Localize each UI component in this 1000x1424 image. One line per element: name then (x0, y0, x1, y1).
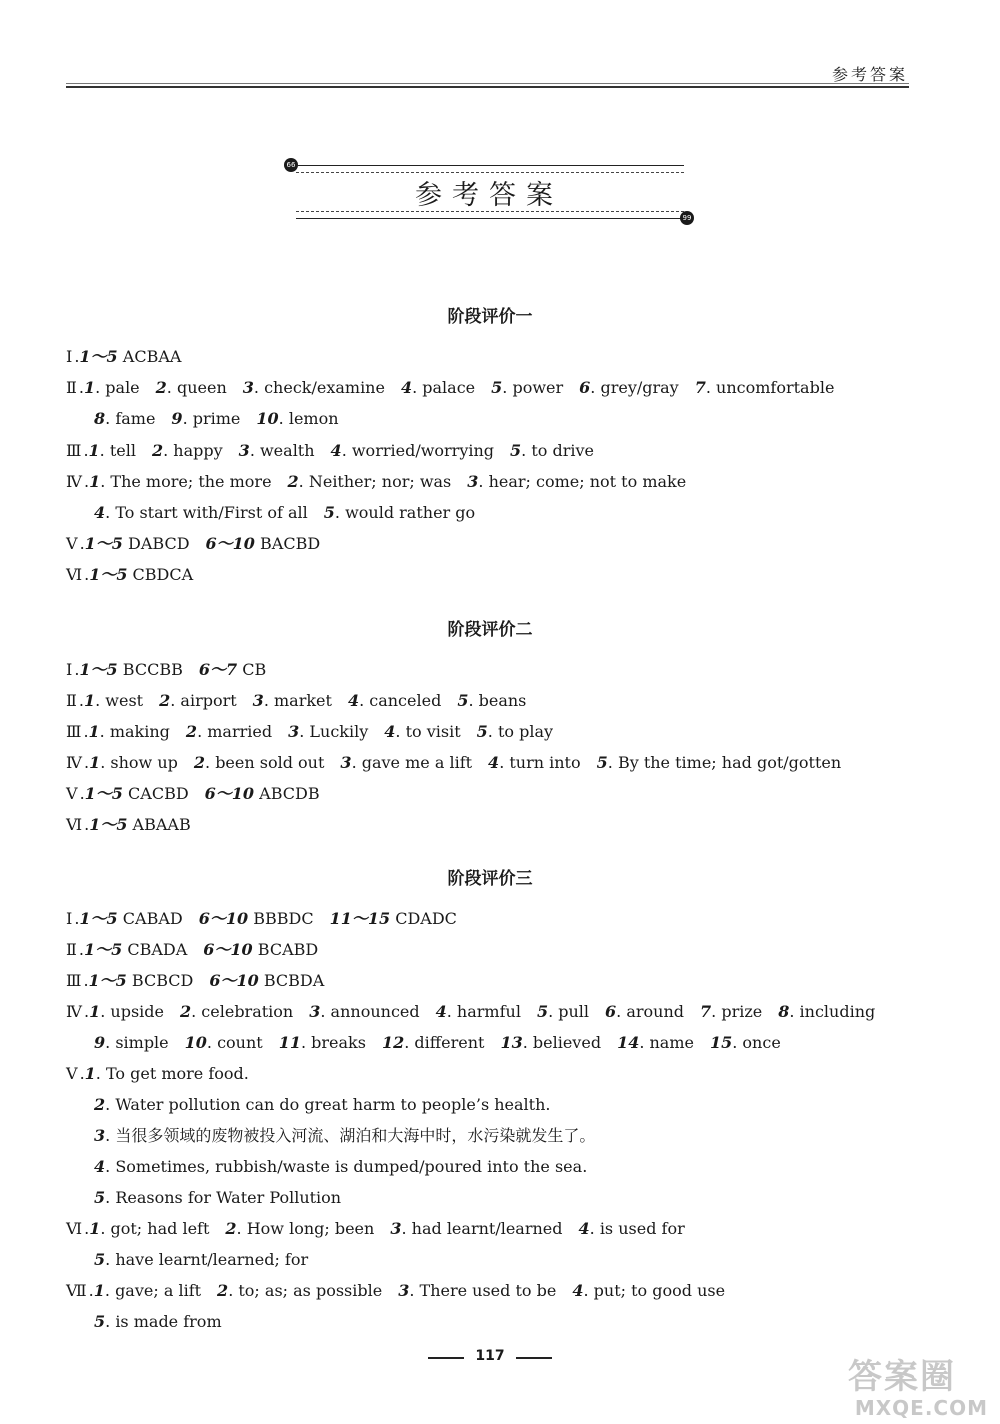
item-number: 3 (309, 1002, 321, 1021)
answer-line: Ⅵ .1. got; had left 2. How long; been 3. had learnt/learned 4. is used for (66, 1219, 685, 1238)
item-number: 6～10 (198, 909, 249, 928)
answer-line: 4. Sometimes, rubbish/waste is dumped/poured into the sea. (94, 1157, 588, 1176)
answer-text: Reasons for Water Pollution (115, 1188, 342, 1207)
answer-line: Ⅶ .1. gave; a lift 2. to; as; as possible 3. There used to be 4. put; to good use (66, 1281, 726, 1300)
item-number: 6 (579, 378, 591, 397)
answer-text: There used to be (419, 1281, 557, 1300)
item-number: 5 (596, 753, 608, 772)
question-numeral: Ⅱ (66, 378, 77, 397)
answer-text: tell (109, 441, 136, 460)
answer-text: BCCBB (117, 660, 183, 679)
question-numeral: Ⅲ (66, 722, 82, 741)
item-number: 1～5 (88, 971, 127, 990)
answer-text: to; as; as possible (238, 1281, 383, 1300)
item-number: 4 (572, 1281, 584, 1300)
answer-line: 8. fame 9. prime 10. lemon (94, 409, 339, 428)
answer-text: Sometimes, rubbish/waste is dumped/poured into the sea. (115, 1157, 588, 1176)
answer-line: 4. To start with/First of all 5. would rather go (94, 503, 476, 522)
answer-text: 当很多领域的废物被投入河流、湖泊和大海中时，水污染就发生了。 (115, 1126, 596, 1145)
item-number: 5 (323, 503, 335, 522)
item-number: 5 (510, 441, 522, 460)
item-number: 9 (171, 409, 183, 428)
answer-text: different (414, 1033, 485, 1052)
answer-text: west (105, 691, 144, 710)
item-number: 1 (84, 1064, 96, 1083)
question-numeral: Ⅲ (66, 971, 82, 990)
answer-line: Ⅵ .1～5 CBDCA (66, 565, 194, 584)
answer-text: canceled (369, 691, 442, 710)
answer-text: including (799, 1002, 876, 1021)
answer-text: hear; come; not to make (488, 472, 687, 491)
item-number: 1～5 (89, 565, 128, 584)
item-number: 1 (89, 1002, 101, 1021)
item-number: 2 (159, 691, 171, 710)
item-number: 4 (578, 1219, 590, 1238)
item-number: 5 (491, 378, 503, 397)
item-number: 4 (94, 1157, 106, 1176)
answer-line: Ⅲ .1. tell 2. happy 3. wealth 4. worried/worrying 5. to drive (66, 441, 595, 460)
item-number: 10 (256, 409, 279, 428)
answer-text: market (273, 691, 332, 710)
item-number: 9 (94, 1033, 106, 1052)
answer-line: Ⅳ .1. show up 2. been sold out 3. gave me a lift 4. turn into 5. By the time; had got/gotten (66, 753, 842, 772)
answer-text: queen (176, 378, 227, 397)
answer-line: Ⅳ .1. upside 2. celebration 3. announced 4. harmful 5. pull 6. around 7. prize 8. including (66, 1002, 876, 1021)
item-number: 3 (94, 1126, 106, 1145)
question-numeral: Ⅰ (66, 347, 73, 366)
answer-text: would rather go (345, 503, 476, 522)
item-number: 1 (89, 472, 101, 491)
item-number: 14 (617, 1033, 640, 1052)
ornament-dot-icon: 66 (284, 158, 298, 172)
answer-line: 9. simple 10. count 11. breaks 12. different 13. believed 14. name 15. once (94, 1033, 781, 1052)
item-number: 3 (288, 722, 300, 741)
item-number: 4 (347, 691, 360, 710)
page-title: 参考答案 (415, 180, 563, 211)
answer-text: CBDCA (127, 565, 194, 584)
answer-text: uncomfortable (716, 378, 835, 397)
item-number: 1 (89, 753, 101, 772)
item-number: 3 (238, 441, 250, 460)
title-banner (284, 155, 694, 231)
item-number: 5 (536, 1002, 549, 1021)
answer-text: How long; been (246, 1219, 375, 1238)
item-number: 7 (700, 1002, 712, 1021)
answer-text: announced (330, 1002, 420, 1021)
answer-line: Ⅰ .1～5 BCCBB 6～7 CB (66, 660, 267, 679)
item-number: 5 (476, 722, 488, 741)
item-number: 1～5 (79, 909, 118, 928)
answer-text: upside (110, 1002, 164, 1021)
answer-text: CABAD (117, 909, 183, 928)
answer-line: 5. Reasons for Water Pollution (94, 1188, 342, 1207)
question-numeral: Ⅳ (66, 753, 82, 772)
item-number: 4 (94, 503, 106, 522)
item-number: 1 (83, 691, 96, 710)
item-number: 1 (83, 378, 96, 397)
section-title: 阶段评价三 (447, 869, 533, 889)
header-label: 参考答案 (831, 65, 908, 84)
item-number: 3 (390, 1219, 402, 1238)
answer-text: ABAAB (127, 815, 191, 834)
answer-text: simple (115, 1033, 169, 1052)
item-number: 2 (94, 1095, 106, 1114)
answer-line: 3. 当很多领域的废物被投入河流、湖泊和大海中时，水污染就发生了。 (94, 1126, 596, 1145)
item-number: 6～7 (198, 660, 238, 679)
item-number: 2 (225, 1219, 237, 1238)
answer-text: show up (110, 753, 178, 772)
section-title: 阶段评价二 (447, 620, 533, 640)
item-number: 1～5 (84, 534, 123, 553)
answer-text: name (649, 1033, 694, 1052)
question-numeral: Ⅰ (66, 909, 73, 928)
answer-text: believed (532, 1033, 602, 1052)
item-number: 4 (435, 1002, 447, 1021)
answer-line: Ⅲ .1. making 2. married 3. Luckily 4. to visit 5. to play (66, 722, 554, 741)
answer-text: airport (180, 691, 237, 710)
answer-text: harmful (456, 1002, 521, 1021)
answer-line: 5. have learnt/learned; for (94, 1250, 309, 1269)
item-number: 2 (179, 1002, 192, 1021)
item-number: 2 (155, 378, 167, 397)
answer-text: to play (497, 722, 554, 741)
item-number: 11 (278, 1033, 301, 1052)
item-number: 1～5 (89, 815, 128, 834)
item-number: 3 (242, 378, 254, 397)
item-number: 4 (488, 753, 500, 772)
item-number: 7 (694, 378, 706, 397)
answer-text: To start with/First of all (115, 503, 308, 522)
question-numeral: Ⅱ (66, 691, 77, 710)
answer-text: grey/gray (600, 378, 679, 397)
answer-text: happy (173, 441, 223, 460)
answer-text: breaks (311, 1033, 366, 1052)
answer-text: CACBD (122, 784, 189, 803)
answer-text: to drive (531, 441, 595, 460)
answer-text: making (109, 722, 170, 741)
answer-text: ACBAA (117, 347, 182, 366)
answer-text: BCABD (252, 940, 319, 959)
answer-text: fame (115, 409, 156, 428)
answer-text: BCBCD (126, 971, 194, 990)
item-number: 1～5 (79, 347, 118, 366)
answer-line: 2. Water pollution can do great harm to people’s health. (94, 1095, 551, 1114)
answer-text: married (207, 722, 273, 741)
answer-line: Ⅲ .1～5 BCBCD 6～10 BCBDA (66, 971, 325, 990)
section-title: 阶段评价一 (447, 307, 533, 327)
item-number: 3 (467, 472, 479, 491)
item-number: 5 (94, 1250, 106, 1269)
question-numeral: Ⅳ (66, 1002, 82, 1021)
page-number: 117 (475, 1348, 505, 1364)
question-numeral: Ⅴ (66, 1064, 78, 1083)
answer-text: beans (478, 691, 527, 710)
item-number: 1 (88, 722, 100, 741)
item-number: 12 (381, 1033, 405, 1052)
answer-text: prize (721, 1002, 763, 1021)
item-number: 6～10 (203, 940, 253, 959)
question-numeral: Ⅱ (66, 940, 77, 959)
answer-text: around (626, 1002, 685, 1021)
answer-line: Ⅰ .1～5 ACBAA (66, 347, 182, 366)
answer-text: had learnt/learned (411, 1219, 563, 1238)
answer-line: Ⅱ .1～5 CBADA 6～10 BCABD (66, 940, 319, 959)
item-number: 2 (217, 1281, 229, 1300)
item-number: 3 (252, 691, 264, 710)
item-number: 2 (151, 441, 164, 460)
answer-text: The more; the more (110, 472, 272, 491)
question-numeral: Ⅰ (66, 660, 73, 679)
item-number: 1 (93, 1281, 105, 1300)
answer-text: CBADA (122, 940, 188, 959)
answer-text: is used for (599, 1219, 685, 1238)
question-numeral: Ⅳ (66, 472, 82, 491)
page-number-footer (420, 1348, 560, 1372)
answer-text: BBBDC (248, 909, 314, 928)
item-number: 11～15 (329, 909, 391, 928)
question-numeral: Ⅵ (66, 565, 83, 584)
answer-text: pale (105, 378, 140, 397)
answer-text: once (742, 1033, 781, 1052)
answer-text: ABCDB (254, 784, 320, 803)
answer-line: Ⅴ .1～5 DABCD 6～10 BACBD (66, 534, 321, 553)
answer-text: gave me a lift (361, 753, 473, 772)
ornament-dot-icon: 99 (680, 211, 694, 225)
answer-line: Ⅱ .1. pale 2. queen 3. check/examine 4. palace 5. power 6. grey/gray 7. uncomfortable (66, 378, 835, 397)
answer-text: Neither; nor; was (308, 472, 452, 491)
header-rule (66, 83, 909, 91)
answer-text: to visit (405, 722, 461, 741)
answer-text: palace (422, 378, 476, 397)
item-number: 6～10 (209, 971, 259, 990)
question-numeral: Ⅴ (66, 784, 78, 803)
answer-line: Ⅴ .1. To get more food. (66, 1064, 249, 1083)
item-number: 1～5 (84, 784, 123, 803)
answer-line: Ⅱ .1. west 2. airport 3. market 4. canceled 5. beans (66, 691, 527, 710)
answer-text: count (217, 1033, 263, 1052)
item-number: 5 (94, 1188, 106, 1207)
answer-text: put; to good use (593, 1281, 726, 1300)
item-number: 1 (88, 441, 100, 460)
answer-line: 5. is made from (94, 1312, 222, 1331)
answer-text: gave; a lift (115, 1281, 202, 1300)
question-numeral: Ⅲ (66, 441, 82, 460)
answer-text: power (512, 378, 564, 397)
answer-text: To get more food. (105, 1064, 249, 1083)
item-number: 1 (89, 1219, 101, 1238)
item-number: 2 (185, 722, 198, 741)
answer-text: is made from (115, 1312, 222, 1331)
answer-text: Water pollution can do great harm to people’s health. (115, 1095, 551, 1114)
item-number: 3 (398, 1281, 410, 1300)
answer-text: By the time; had got/gotten (617, 753, 842, 772)
item-number: 13 (500, 1033, 523, 1052)
answer-line: Ⅵ .1～5 ABAAB (66, 815, 191, 834)
item-number: 4 (400, 378, 413, 397)
item-number: 5 (457, 691, 469, 710)
answer-text: worried/worrying (351, 441, 495, 460)
answer-text: prime (192, 409, 241, 428)
answer-text: wealth (259, 441, 315, 460)
question-numeral: Ⅵ (66, 815, 83, 834)
item-number: 15 (709, 1033, 733, 1052)
question-numeral: Ⅵ (66, 1219, 83, 1238)
item-number: 8 (778, 1002, 790, 1021)
answer-text: lemon (288, 409, 339, 428)
item-number: 10 (184, 1033, 207, 1052)
answer-text: pull (558, 1002, 590, 1021)
answer-line: Ⅰ .1～5 CABAD 6～10 BBBDC 11～15 CDADC (66, 909, 457, 928)
answer-text: have learnt/learned; for (115, 1250, 309, 1269)
item-number: 2 (193, 753, 206, 772)
watermark-logo: 答案圈 MXQE.COM (848, 1357, 988, 1420)
question-numeral: Ⅶ (66, 1281, 87, 1300)
item-number: 5 (94, 1312, 106, 1331)
item-number: 4 (330, 441, 342, 460)
item-number: 2 (287, 472, 299, 491)
item-number: 1～5 (79, 660, 118, 679)
item-number: 3 (340, 753, 352, 772)
item-number: 8 (94, 409, 106, 428)
answer-text: CDADC (390, 909, 457, 928)
answer-line: Ⅴ .1～5 CACBD 6～10 ABCDB (66, 784, 320, 803)
answer-text: CB (237, 660, 267, 679)
item-number: 4 (384, 722, 396, 741)
answer-text: Luckily (309, 722, 369, 741)
item-number: 1～5 (83, 940, 123, 959)
item-number: 6～10 (204, 784, 255, 803)
answer-text: got; had left (110, 1219, 210, 1238)
question-numeral: Ⅴ (66, 534, 78, 553)
answer-text: BCBDA (258, 971, 325, 990)
answer-text: turn into (509, 753, 581, 772)
answer-text: BACBD (254, 534, 321, 553)
answer-text: been sold out (215, 753, 325, 772)
answer-text: DABCD (122, 534, 190, 553)
answer-text: celebration (201, 1002, 294, 1021)
answer-text: check/examine (264, 378, 385, 397)
item-number: 6～10 (205, 534, 255, 553)
item-number: 6 (605, 1002, 617, 1021)
answer-line: Ⅳ .1. The more; the more 2. Neither; nor; was 3. hear; come; not to make (66, 472, 687, 491)
